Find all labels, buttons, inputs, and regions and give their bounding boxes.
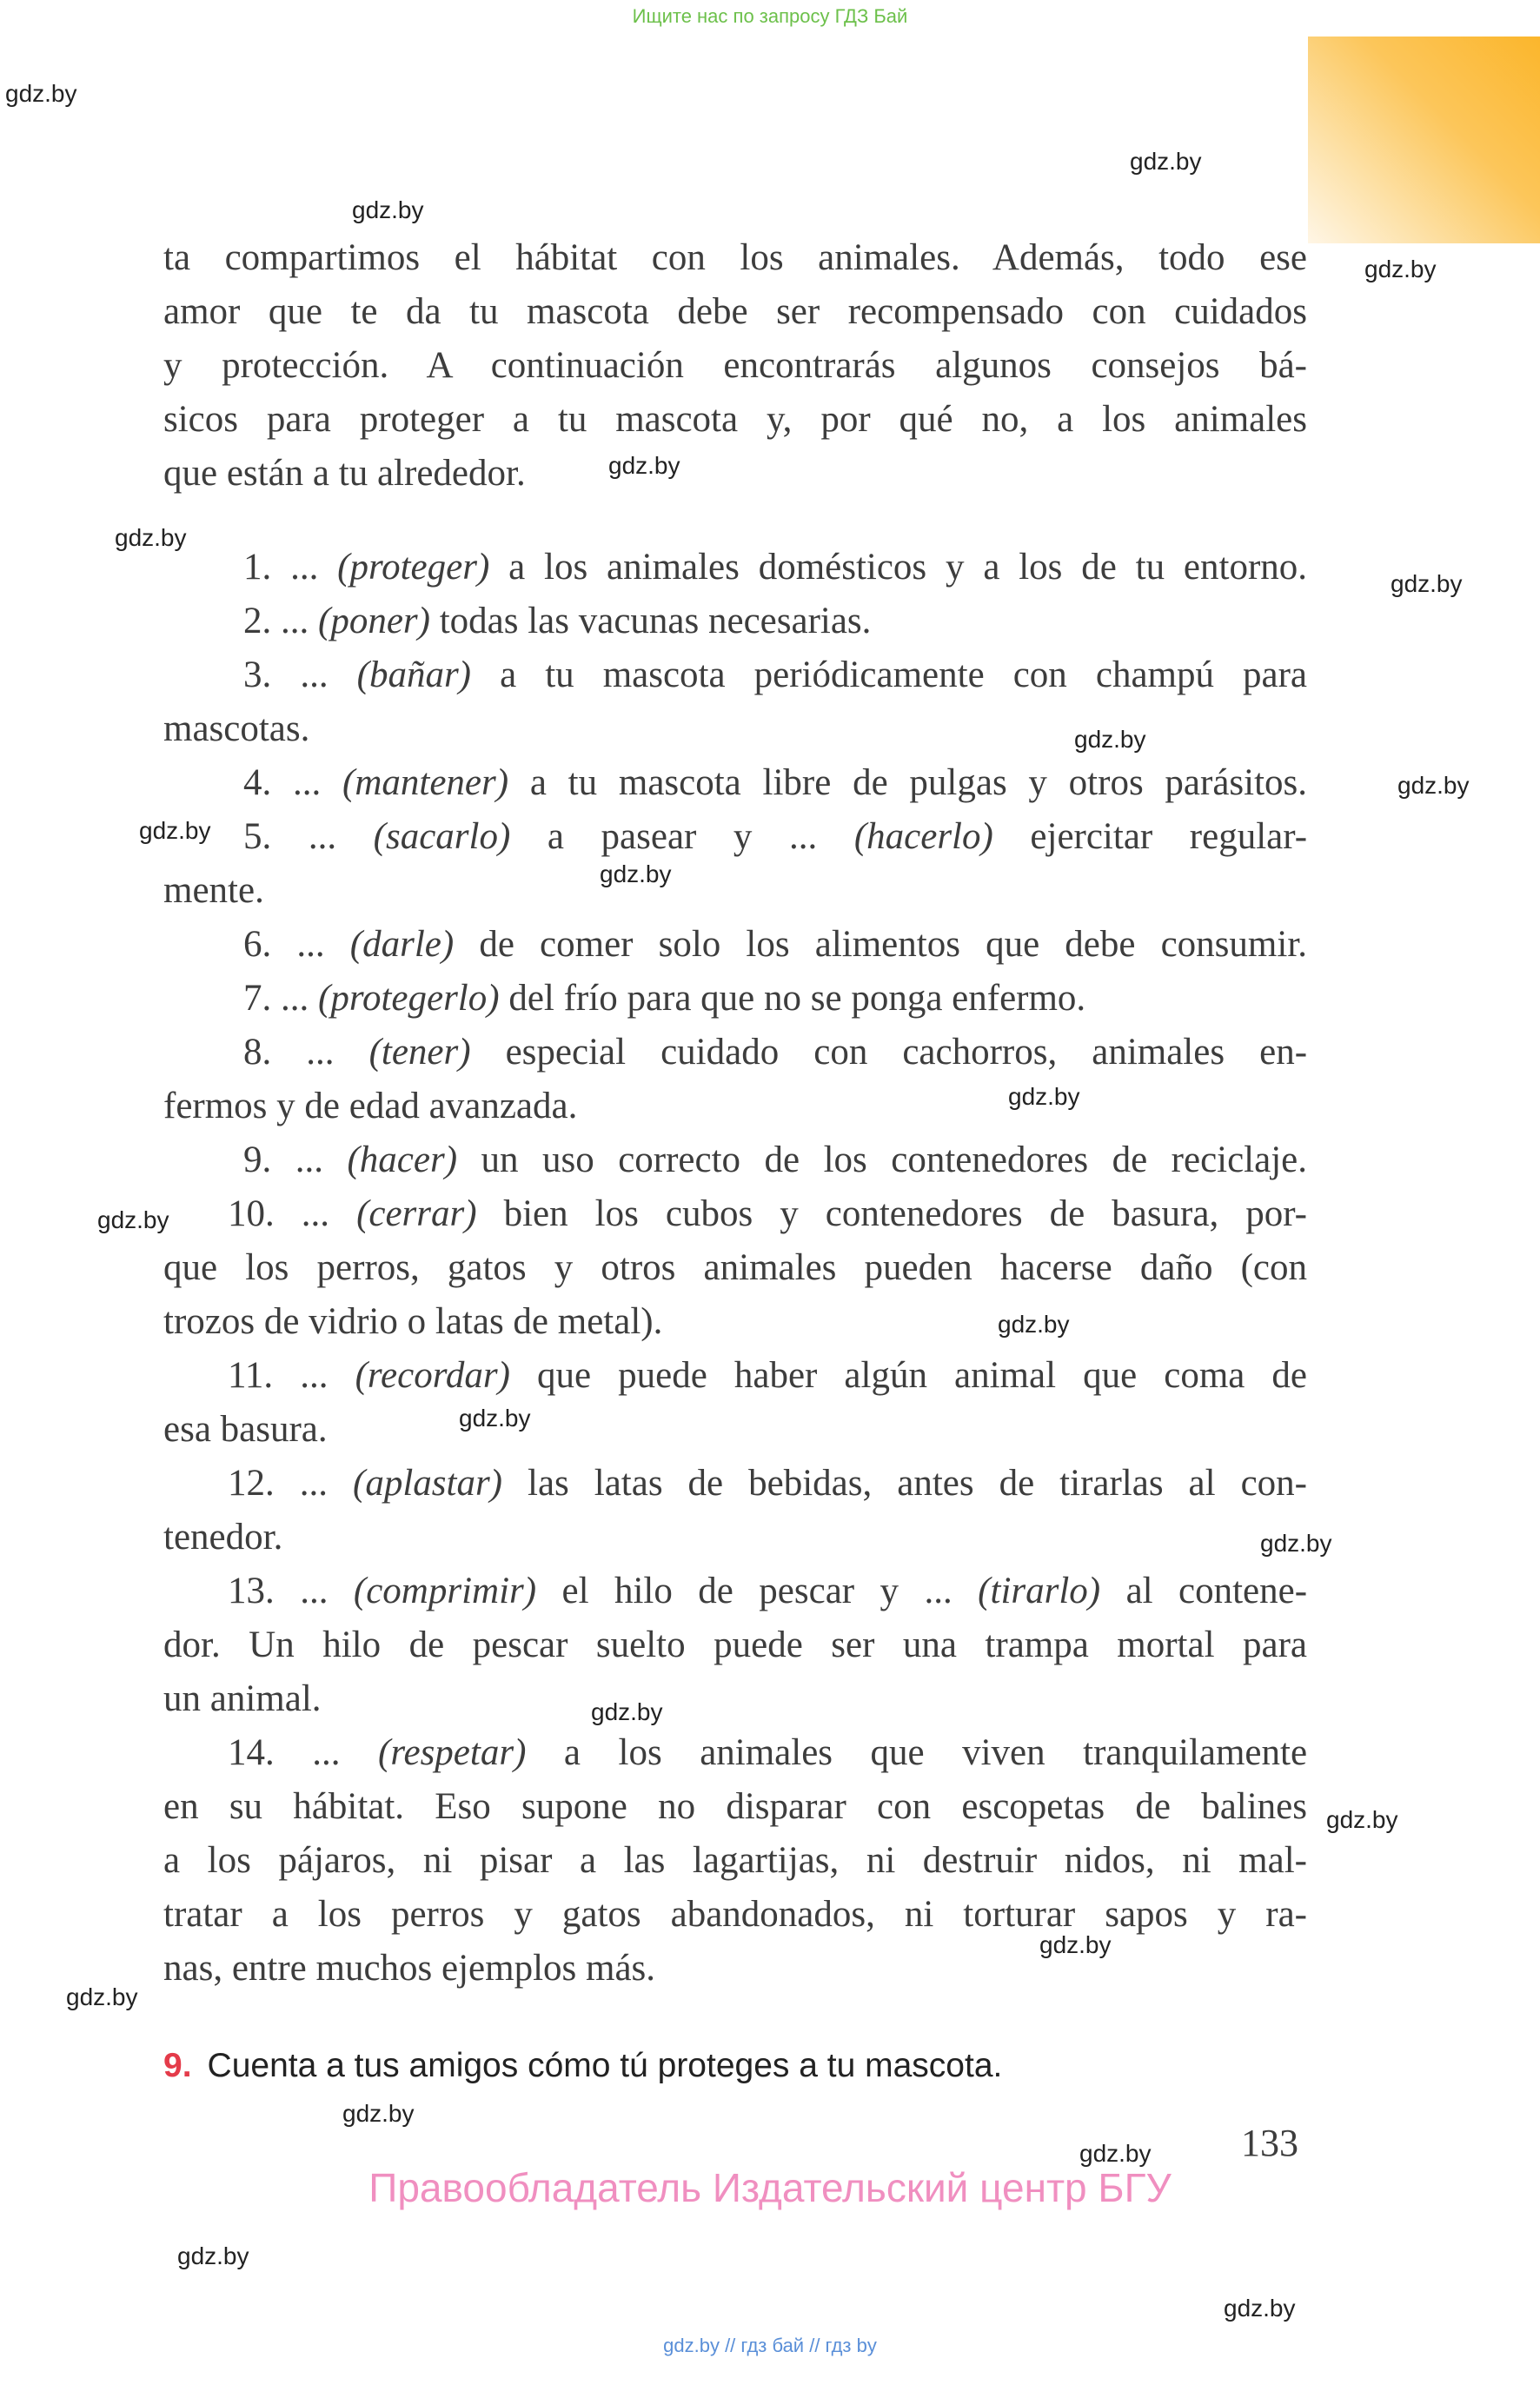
watermark: gdz.by xyxy=(1130,148,1202,175)
list-item: 1. ... (proteger) a los animales domésticos y a los de tu entorno. xyxy=(243,547,1308,588)
list-item-continuation: nas, entre muchos ejemplos más. xyxy=(163,1948,656,1989)
watermark: gdz.by xyxy=(5,80,77,107)
page-number: 133 xyxy=(1241,2122,1298,2164)
list-item: 5. ... (sacarlo) a pasear y ... (hacerlo) ejercitar regular- xyxy=(243,816,1308,857)
watermark: gdz.by xyxy=(1008,1083,1080,1110)
list-item-continuation: un animal. xyxy=(163,1678,322,1719)
list-item: 12. ... (aplastar) las latas de bebidas, antes de tirarlas al con- xyxy=(228,1463,1307,1504)
list-item-continuation: trozos de vidrio o latas de metal). xyxy=(163,1301,663,1342)
watermark: gdz.by xyxy=(459,1405,531,1432)
list-item-continuation: a los pájaros, ni pisar a las lagartijas, ni destruir nidos, ni mal- xyxy=(163,1840,1307,1881)
intro-line: sicos para proteger a tu mascota y, por qué no, a los animales xyxy=(163,399,1307,440)
list-item-continuation: dor. Un hilo de pescar suelto puede ser una trampa mortal para xyxy=(163,1624,1307,1665)
copyright-notice: Правообладатель Издательский центр БГУ xyxy=(368,2165,1172,2210)
watermark: gdz.by xyxy=(591,1698,663,1725)
watermark: gdz.by xyxy=(177,2242,249,2269)
watermark: gdz.by xyxy=(1224,2295,1296,2322)
list-item: 3. ... (bañar) a tu mascota periódicamente con champú para xyxy=(243,654,1308,695)
watermark: gdz.by xyxy=(97,1206,169,1233)
top-banner[interactable]: Ищите нас по запросу ГДЗ Бай xyxy=(632,5,908,27)
watermark: gdz.by xyxy=(352,196,424,223)
intro-line: amor que te da tu mascota debe ser recompensado con cuidados xyxy=(163,291,1307,332)
intro-line: ta compartimos el hábitat con los animales. Además, todo ese xyxy=(163,237,1307,278)
watermark: gdz.by xyxy=(66,1983,138,2010)
watermark: gdz.by xyxy=(608,452,680,479)
list-item: 4. ... (mantener) a tu mascota libre de pulgas y otros parásitos. xyxy=(243,762,1308,803)
bottom-banner[interactable]: gdz.by // гдз бай // гдз by xyxy=(663,2335,877,2356)
list-item-continuation: esa basura. xyxy=(163,1409,328,1450)
list-item: 7. ... (protegerlo) del frío para que no se ponga enfermo. xyxy=(243,978,1086,1019)
watermark: gdz.by xyxy=(1074,726,1146,753)
corner-decoration xyxy=(1308,37,1540,243)
list-item-continuation: en su hábitat. Eso supone no disparar con escopetas de balines xyxy=(163,1786,1307,1827)
list-item-continuation: tenedor. xyxy=(163,1517,283,1558)
list-item: 8. ... (tener) especial cuidado con cachorros, animales en- xyxy=(243,1032,1308,1073)
list-item: 11. ... (recordar) que puede haber algún animal que coma de xyxy=(228,1355,1308,1396)
watermark: gdz.by xyxy=(1397,772,1470,799)
watermark: gdz.by xyxy=(1391,570,1463,597)
list-item-continuation: tratar a los perros y gatos abandonados, ni torturar sapos y ra- xyxy=(163,1894,1307,1935)
exercise-text: Cuenta a tus amigos cómo tú proteges a tu mascota. xyxy=(207,2047,1003,2084)
list-item: 13. ... (comprimir) el hilo de pescar y ... (tirarlo) al contene- xyxy=(228,1571,1308,1611)
watermark: gdz.by xyxy=(342,2100,415,2127)
intro-line: que están a tu alrededor. xyxy=(163,453,526,494)
watermark: gdz.by xyxy=(115,524,187,551)
list-item: 6. ... (darle) de comer solo los alimentos que debe consumir. xyxy=(243,924,1308,965)
watermark: gdz.by xyxy=(1260,1530,1332,1557)
exercise-prompt xyxy=(163,2047,1002,2085)
list-item: 14. ... (respetar) a los animales que viven tranquilamente xyxy=(228,1732,1308,1773)
list-item-continuation: mente. xyxy=(163,870,264,911)
watermark: gdz.by xyxy=(1364,256,1437,282)
list-item: 2. ... (poner) todas las vacunas necesarias. xyxy=(243,601,872,641)
watermark: gdz.by xyxy=(1079,2140,1152,2167)
watermark: gdz.by xyxy=(998,1311,1070,1338)
list-item: 9. ... (hacer) un uso correcto de los contenedores de reciclaje. xyxy=(243,1139,1307,1180)
list-item: 10. ... (cerrar) bien los cubos y contenedores de basura, por- xyxy=(228,1193,1308,1234)
watermark: gdz.by xyxy=(600,860,672,887)
exercise-number: 9. xyxy=(163,2047,192,2084)
intro-line: y protección. A continuación encontrarás algunos consejos bá- xyxy=(163,345,1307,386)
list-item-continuation: mascotas. xyxy=(163,708,310,749)
list-item-continuation: que los perros, gatos y otros animales pueden hacerse daño (con xyxy=(163,1247,1307,1288)
list-item-continuation: fermos y de edad avanzada. xyxy=(163,1086,578,1126)
watermark: gdz.by xyxy=(1039,1931,1112,1958)
watermark: gdz.by xyxy=(139,817,211,844)
watermark: gdz.by xyxy=(1326,1806,1398,1833)
